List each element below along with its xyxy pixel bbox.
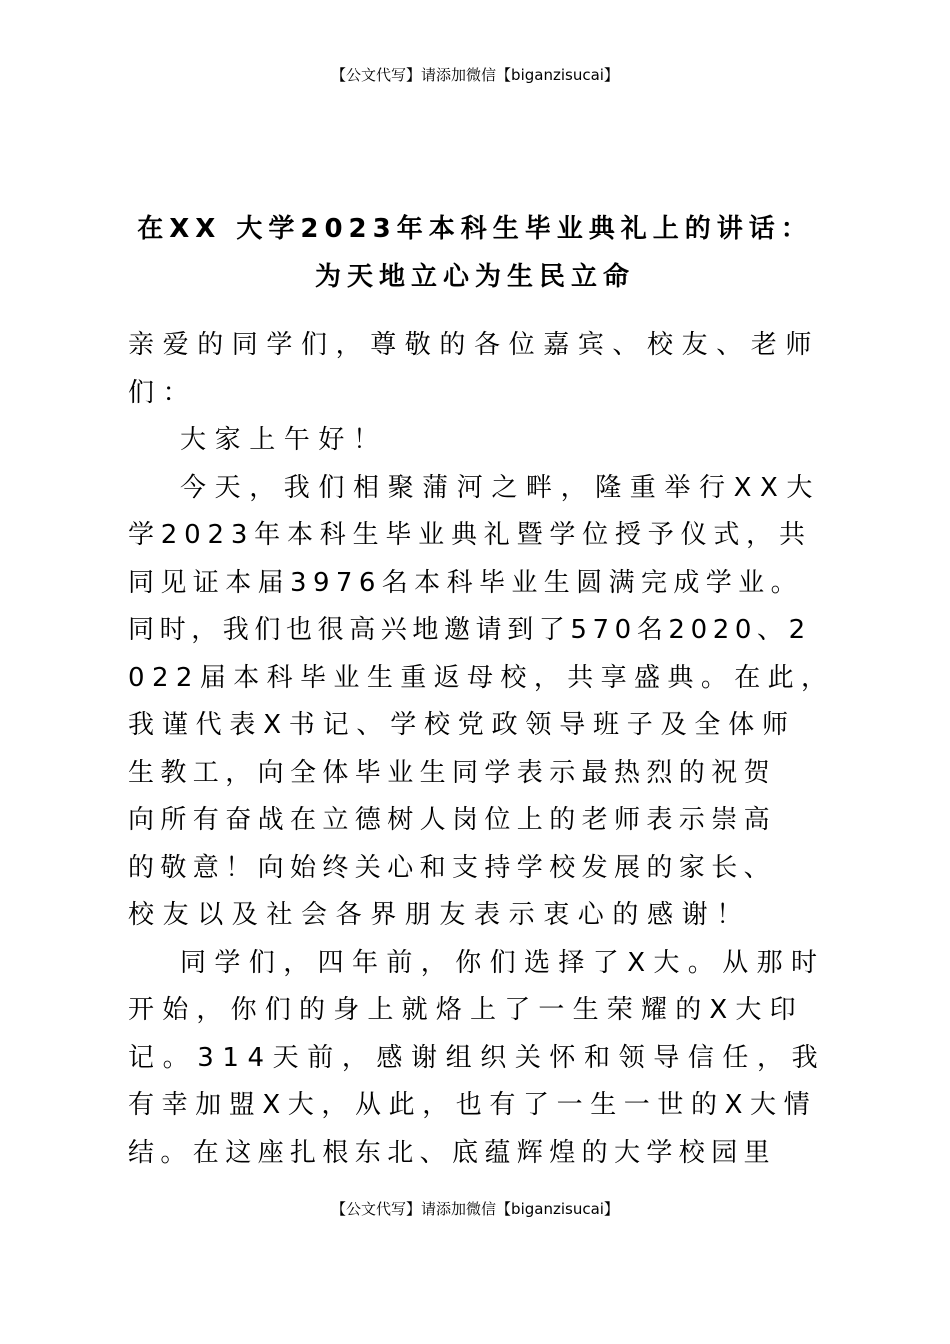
document-title-line-1: 在XX 大学2023年本科生毕业典礼上的讲话： [137,214,813,244]
body-line: 们： [128,377,198,408]
body-line: 同学们，四年前，你们选择了X大。从那时 [180,947,826,978]
body-line: 我谨代表X书记、学校党政领导班子及全体师 [128,710,796,740]
body-line: 的敬意！向始终关心和支持学校发展的家长、 [128,852,777,883]
body-line: 大家上午好！ [180,425,388,455]
body-line: 有幸加盟X大，从此，也有了一生一世的X大情 [128,1090,818,1120]
body-line: 022届本科毕业生重返母校，共享盛典。在此， [128,662,835,693]
body-line: 学2023年本科生毕业典礼暨学位授予仪式，共 [128,520,812,550]
body-line: 向所有奋战在立德树人岗位上的老师表示崇高 [128,805,777,835]
page-header-watermark: 【公文代写】请添加微信【biganzisucai】 [331,66,619,84]
body-line: 结。在这座扎根东北、底蕴辉煌的大学校园里 [128,1137,777,1168]
body-line: 今天，我们相聚蒲河之畔，隆重举行XX大 [180,472,822,503]
document-title-line-2: 为天地立心为生民立命 [314,262,635,292]
body-line: 亲爱的同学们，尊敬的各位嘉宾、校友、老师 [128,330,821,360]
body-line: 开始，你们的身上就烙上了一生荣耀的X大印 [128,995,804,1025]
body-line: 校友以及社会各界朋友表示衷心的感谢！ [128,900,751,930]
body-line: 生教工，向全体毕业生同学表示最热烈的祝贺 [128,757,777,788]
document-body [128,322,848,1177]
body-line: 记。314天前，感谢组织关怀和领导信任，我 [128,1042,827,1073]
page-footer-watermark: 【公文代写】请添加微信【biganzisucai】 [331,1200,619,1218]
body-line: 同见证本届3976名本科毕业生圆满完成学业。 [128,567,803,598]
body-line: 同时，我们也很高兴地邀请到了570名2020、2 [128,615,811,645]
